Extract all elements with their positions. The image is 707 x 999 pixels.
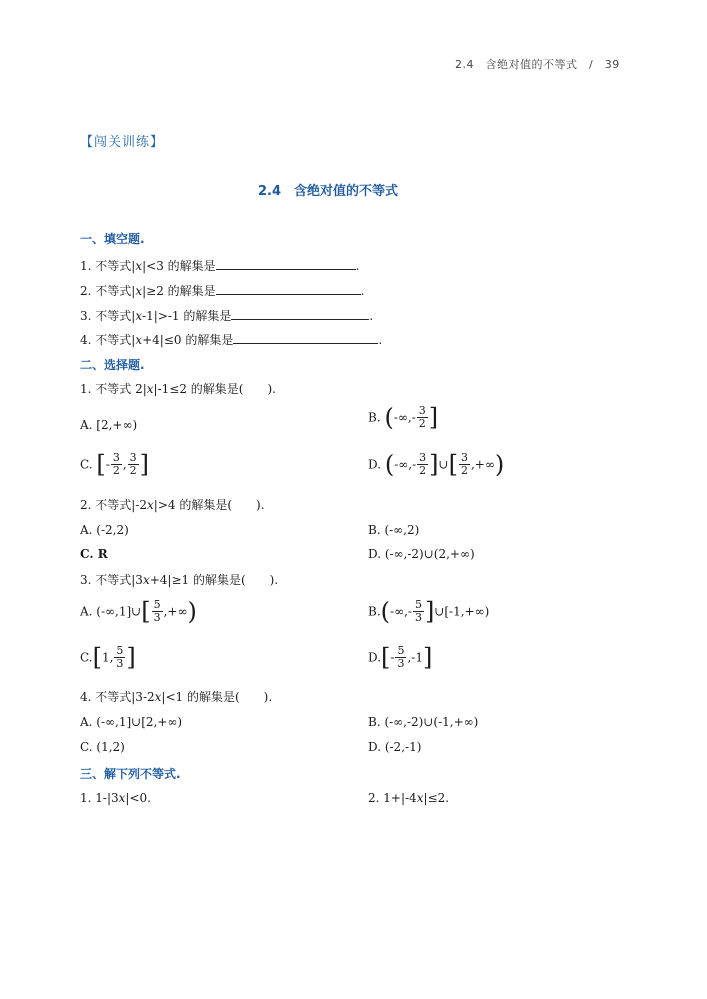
page-title: 2.4 含绝对值的不等式	[258, 184, 399, 199]
fill-question-3: 3. 不等式|x-1|>-1 的解集是 .	[80, 309, 374, 323]
q4-option-d[interactable]: D. (-2,-1)	[368, 740, 422, 754]
q3-option-d[interactable]: D.[- $\frac{5}{3}$ ,-1]	[368, 643, 433, 672]
answer-blank[interactable]	[231, 307, 369, 320]
fill-question-2: 2. 不等式|x|≥2 的解集是 .	[80, 284, 365, 298]
fill-question-4: 4. 不等式|x+4|≤0 的解集是 .	[80, 333, 383, 347]
solve-problem-1: 1. 1-|3x|<0.	[80, 791, 151, 805]
fill-question-1: 1. 不等式|x|<3 的解集是 .	[80, 259, 360, 273]
answer-blank[interactable]	[216, 257, 356, 270]
q3-option-b[interactable]: B.(-∞,- $\frac{5}{3}$ ]∪[-1,+∞)	[368, 597, 490, 626]
choice-question-3: 3. 不等式|3x+4|≥1 的解集是( ).	[80, 573, 279, 587]
choice-question-4: 4. 不等式|3-2x|<1 的解集是( ).	[80, 690, 273, 704]
answer-blank[interactable]	[233, 331, 378, 344]
q2-option-a[interactable]: A. (-2,2)	[80, 523, 129, 537]
q1-option-a[interactable]: A. [2,+∞)	[80, 418, 138, 432]
q3-option-a[interactable]: A. (-∞,1]∪[ $\frac{5}{3}$ ,+∞)	[80, 597, 197, 626]
choice-question-1: 1. 不等式 2|x|-1≤2 的解集是( ).	[80, 382, 276, 396]
q4-option-a[interactable]: A. (-∞,1]∪[2,+∞)	[80, 715, 183, 729]
solve-heading: 三、解下列不等式.	[80, 767, 181, 781]
q4-option-b[interactable]: B. (-∞,-2)∪(-1,+∞)	[368, 715, 479, 729]
q3-option-c[interactable]: C.[1, $\frac{5}{3}$ ]	[80, 643, 136, 672]
q1-option-c[interactable]: C. [- $\frac{3}{2}$ , $\frac{3}{2}$ ]	[80, 450, 150, 479]
solve-problem-2: 2. 1+|-4x|≤2.	[368, 791, 450, 805]
answer-blank[interactable]	[216, 282, 361, 295]
q1-option-b[interactable]: B. (-∞,- $\frac{3}{2}$ ]	[368, 403, 439, 432]
section-tag: 【闯关训练】	[80, 135, 165, 150]
choice-heading: 二、选择题.	[80, 358, 145, 372]
q1-option-d[interactable]: D. (-∞,- $\frac{3}{2}$ ]∪[ $\frac{3}{2}$ ,+∞)	[368, 450, 505, 479]
q2-option-d[interactable]: D. (-∞,-2)∪(2,+∞)	[368, 547, 475, 561]
q4-option-c[interactable]: C. (1,2)	[80, 740, 125, 754]
running-header: 2.4 含绝对值的不等式 / 39	[455, 58, 620, 71]
q2-option-b[interactable]: B. (-∞,2)	[368, 523, 420, 537]
fill-blank-heading: 一、填空题.	[80, 232, 145, 246]
q2-option-c[interactable]: C. R	[80, 547, 108, 561]
choice-question-2: 2. 不等式|-2x|>4 的解集是( ).	[80, 498, 265, 512]
